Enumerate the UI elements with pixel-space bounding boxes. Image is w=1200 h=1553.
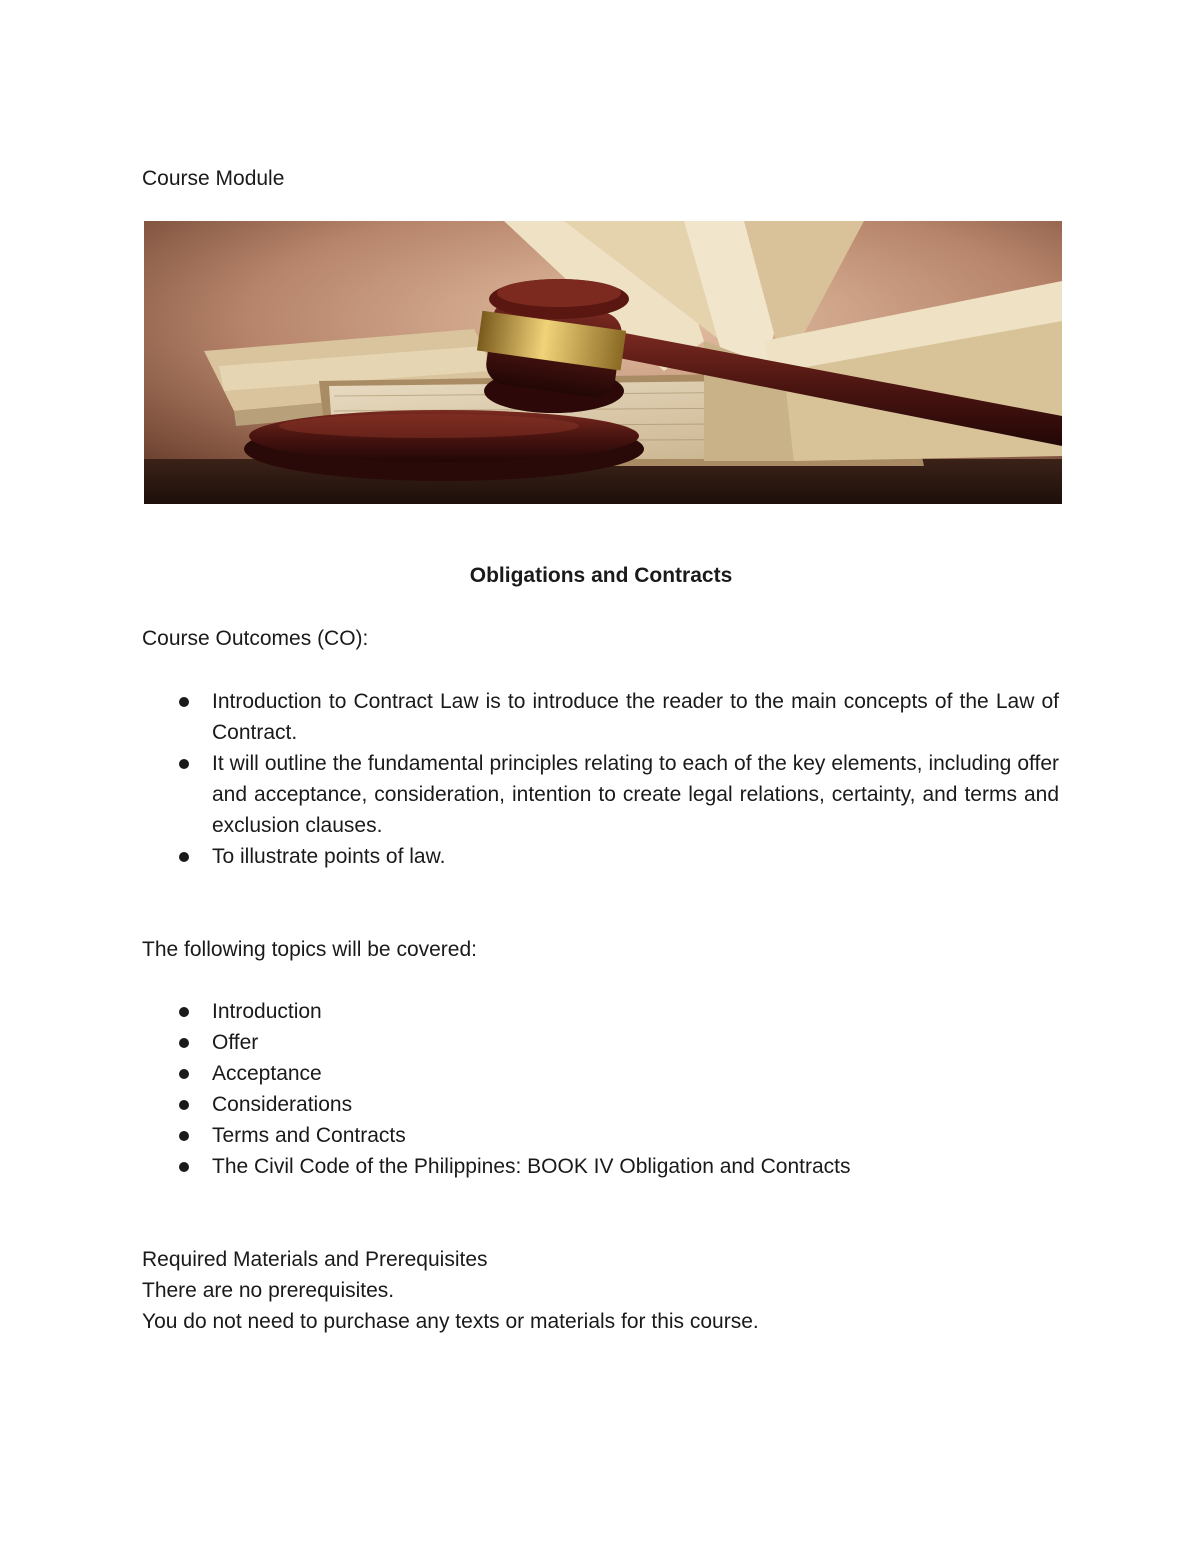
topics-list [0, 996, 1200, 1182]
bullet-icon [179, 1038, 189, 1048]
list-item: Considerations [0, 1089, 1059, 1120]
bullet-icon [179, 1007, 189, 1017]
bullet-icon [179, 759, 189, 769]
bullet-icon [179, 1069, 189, 1079]
hero-image-gavel-and-books [144, 221, 1062, 504]
list-item: Introduction [0, 996, 1059, 1027]
list-item: Terms and Contracts [0, 1120, 1059, 1151]
materials-line: You do not need to purchase any texts or materials for this course. [142, 1310, 759, 1333]
page-title: Obligations and Contracts [469, 564, 733, 587]
materials-line: There are no prerequisites. [142, 1279, 395, 1302]
list-item: Offer [0, 1027, 1059, 1058]
bullet-icon [179, 852, 189, 862]
materials-heading: Required Materials and Prerequisites [142, 1248, 488, 1271]
bullet-icon [179, 1131, 189, 1141]
list-item: Acceptance [0, 1058, 1059, 1089]
topics-heading: The following topics will be covered: [142, 938, 477, 961]
list-item: To illustrate points of law. [0, 841, 1059, 872]
list-item: Introduction to Contract Law is to introduce the reader to the main concepts of the Law of Contract. [0, 686, 1059, 748]
bullet-icon [179, 1162, 189, 1172]
outcomes-heading: Course Outcomes (CO): [142, 627, 369, 650]
bullet-icon [179, 1100, 189, 1110]
list-item: It will outline the fundamental principles relating to each of the key elements, including offer and acceptance, consideration, intention to create legal relations, certainty, and terms and exclusion clauses. [0, 748, 1059, 841]
bullet-icon [179, 697, 189, 707]
list-item: The Civil Code of the Philippines: BOOK IV Obligation and Contracts [0, 1151, 1059, 1182]
course-module-label: Course Module [142, 167, 285, 190]
outcomes-list [0, 686, 1200, 872]
